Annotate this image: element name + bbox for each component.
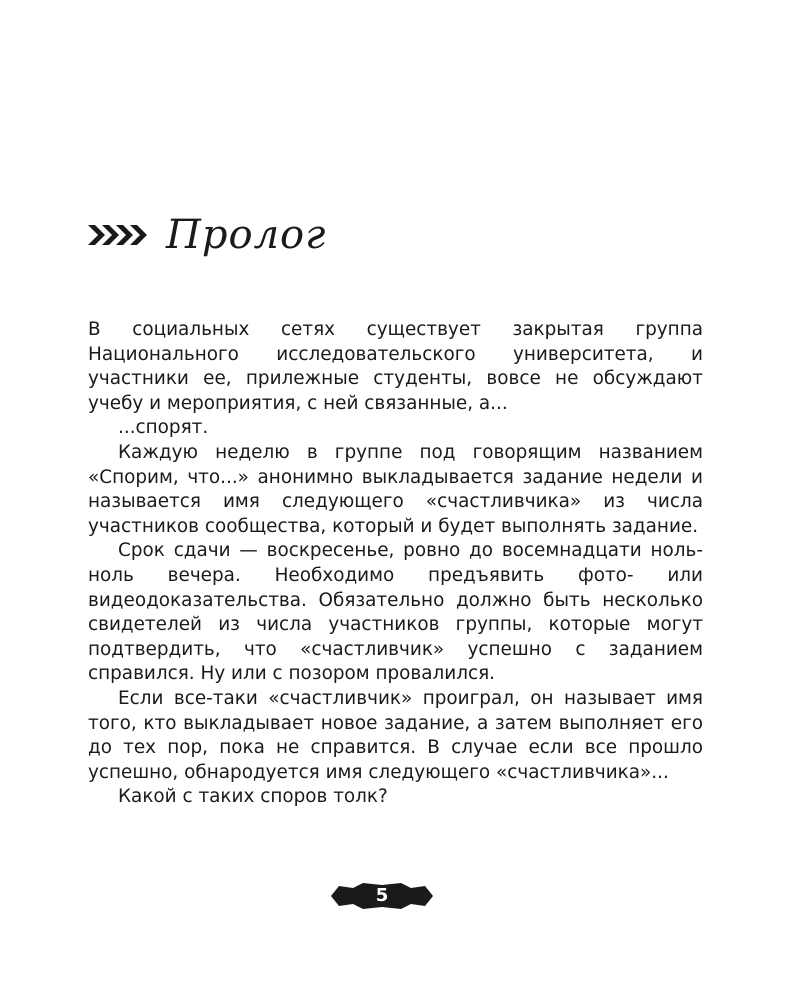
- page-number-badge: [329, 882, 435, 910]
- paragraph: Если все-таки «счастливчик» проиграл, он называет имя того, кто выкладывает новое задание, а затем выполняет его до тех пор, пока не справится. В случае если все прошло успешно, обнародуется имя следующего «счастливчика»...: [88, 687, 703, 783]
- body-text: [88, 318, 703, 810]
- paragraph: В социальных сетях существует закрытая группа Национального исследовательского университета, и участники ее, прилежные студенты, вовсе не обсуждают учебу и мероприятия, с ней связанные, а...: [88, 319, 703, 414]
- paragraph: Какой с таких споров толк?: [118, 786, 388, 808]
- paragraph: ...спорят.: [118, 417, 209, 439]
- paragraph: Каждую неделю в группе под говорящим названием «Спорим, что...» анонимно выкладывается задание недели и называется имя следующего «счастливчика» из числа участников сообщества, который и будет выполнять задание.: [88, 441, 703, 537]
- chapter-heading: [88, 205, 326, 265]
- triple-chevron-icon: [88, 223, 150, 247]
- paragraph: Срок сдачи — воскресенье, ровно до восемнадцати ноль-ноль вечера. Необходимо предъявить фото- или видеодоказательства. Обязательно должно быть несколько свидетелей из числа участников группы, которые могут подтвердить, что «счастливчик» успешно с заданием справился. Ну или с позором провалился.: [88, 540, 703, 685]
- chapter-title: Пролог: [166, 212, 327, 258]
- page-number: 5: [375, 885, 389, 906]
